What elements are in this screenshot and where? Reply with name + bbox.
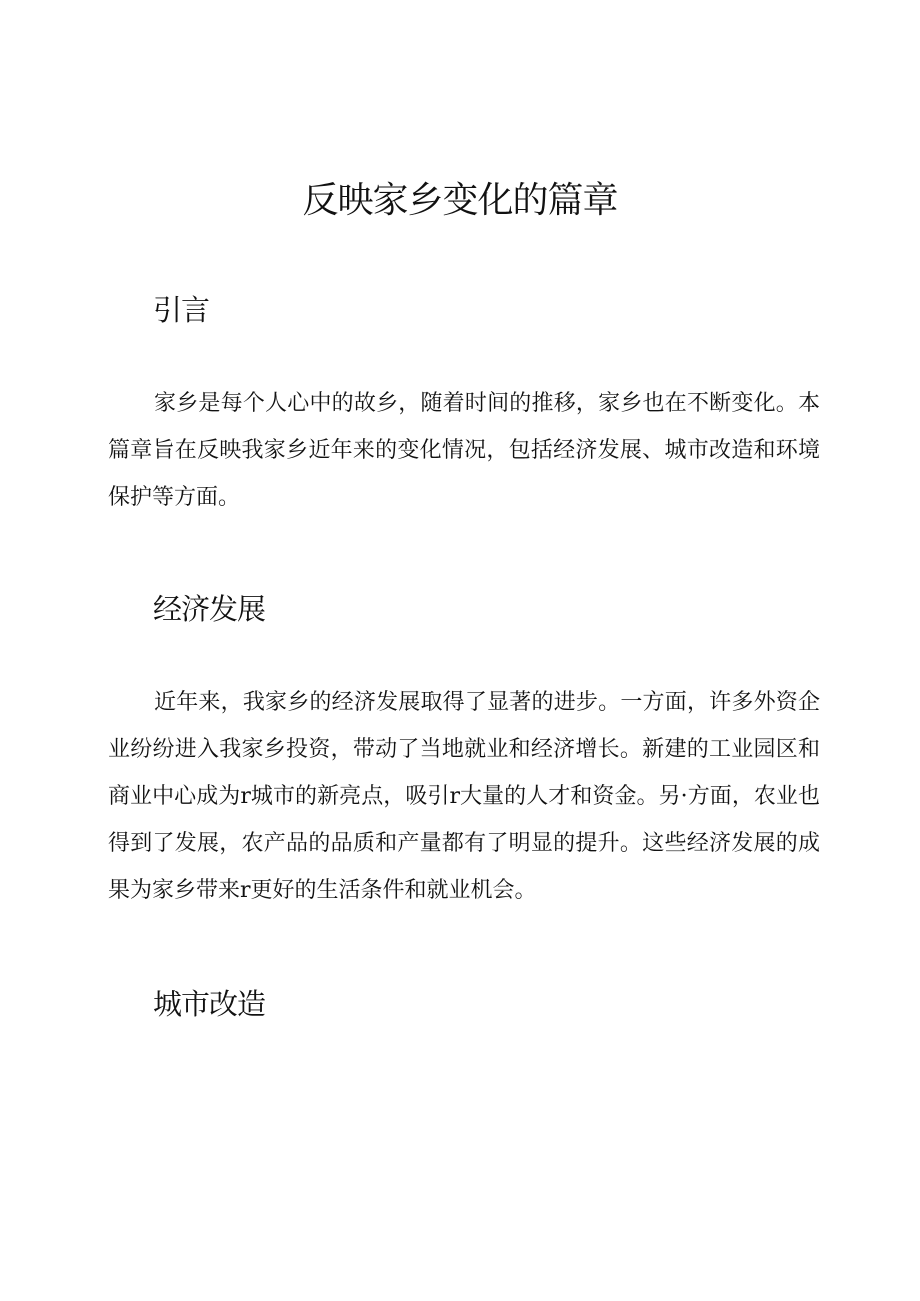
section-heading-intro: 引言 [153, 293, 210, 327]
paragraph-intro: 家乡是每个人心中的故乡，随着时间的推移，家乡也在不断变化。本篇章旨在反映我家乡近年来的变化情况，包括经济发展、城市改造和环境保护等方面。 [108, 391, 820, 510]
document-title: 反映家乡变化的篇章 [302, 180, 618, 221]
section-heading-urban-renewal: 城市改造 [153, 987, 266, 1021]
section-heading-economy: 经济发展 [153, 592, 266, 626]
paragraph-economy: 近年来，我家乡的经济发展取得了显著的进步。一方面，许多外资企业纷纷进入我家乡投资，带动了当地就业和经济增长。新建的工业园区和商业中心成为r城市的新亮点，吸引r大量的人才和资金。另·方面，农业也得到了发展，农产品的品质和产量都有了明显的提升。这些经济发展的成果为家乡带来r更好的生活条件和就业机会。 [108, 690, 820, 903]
